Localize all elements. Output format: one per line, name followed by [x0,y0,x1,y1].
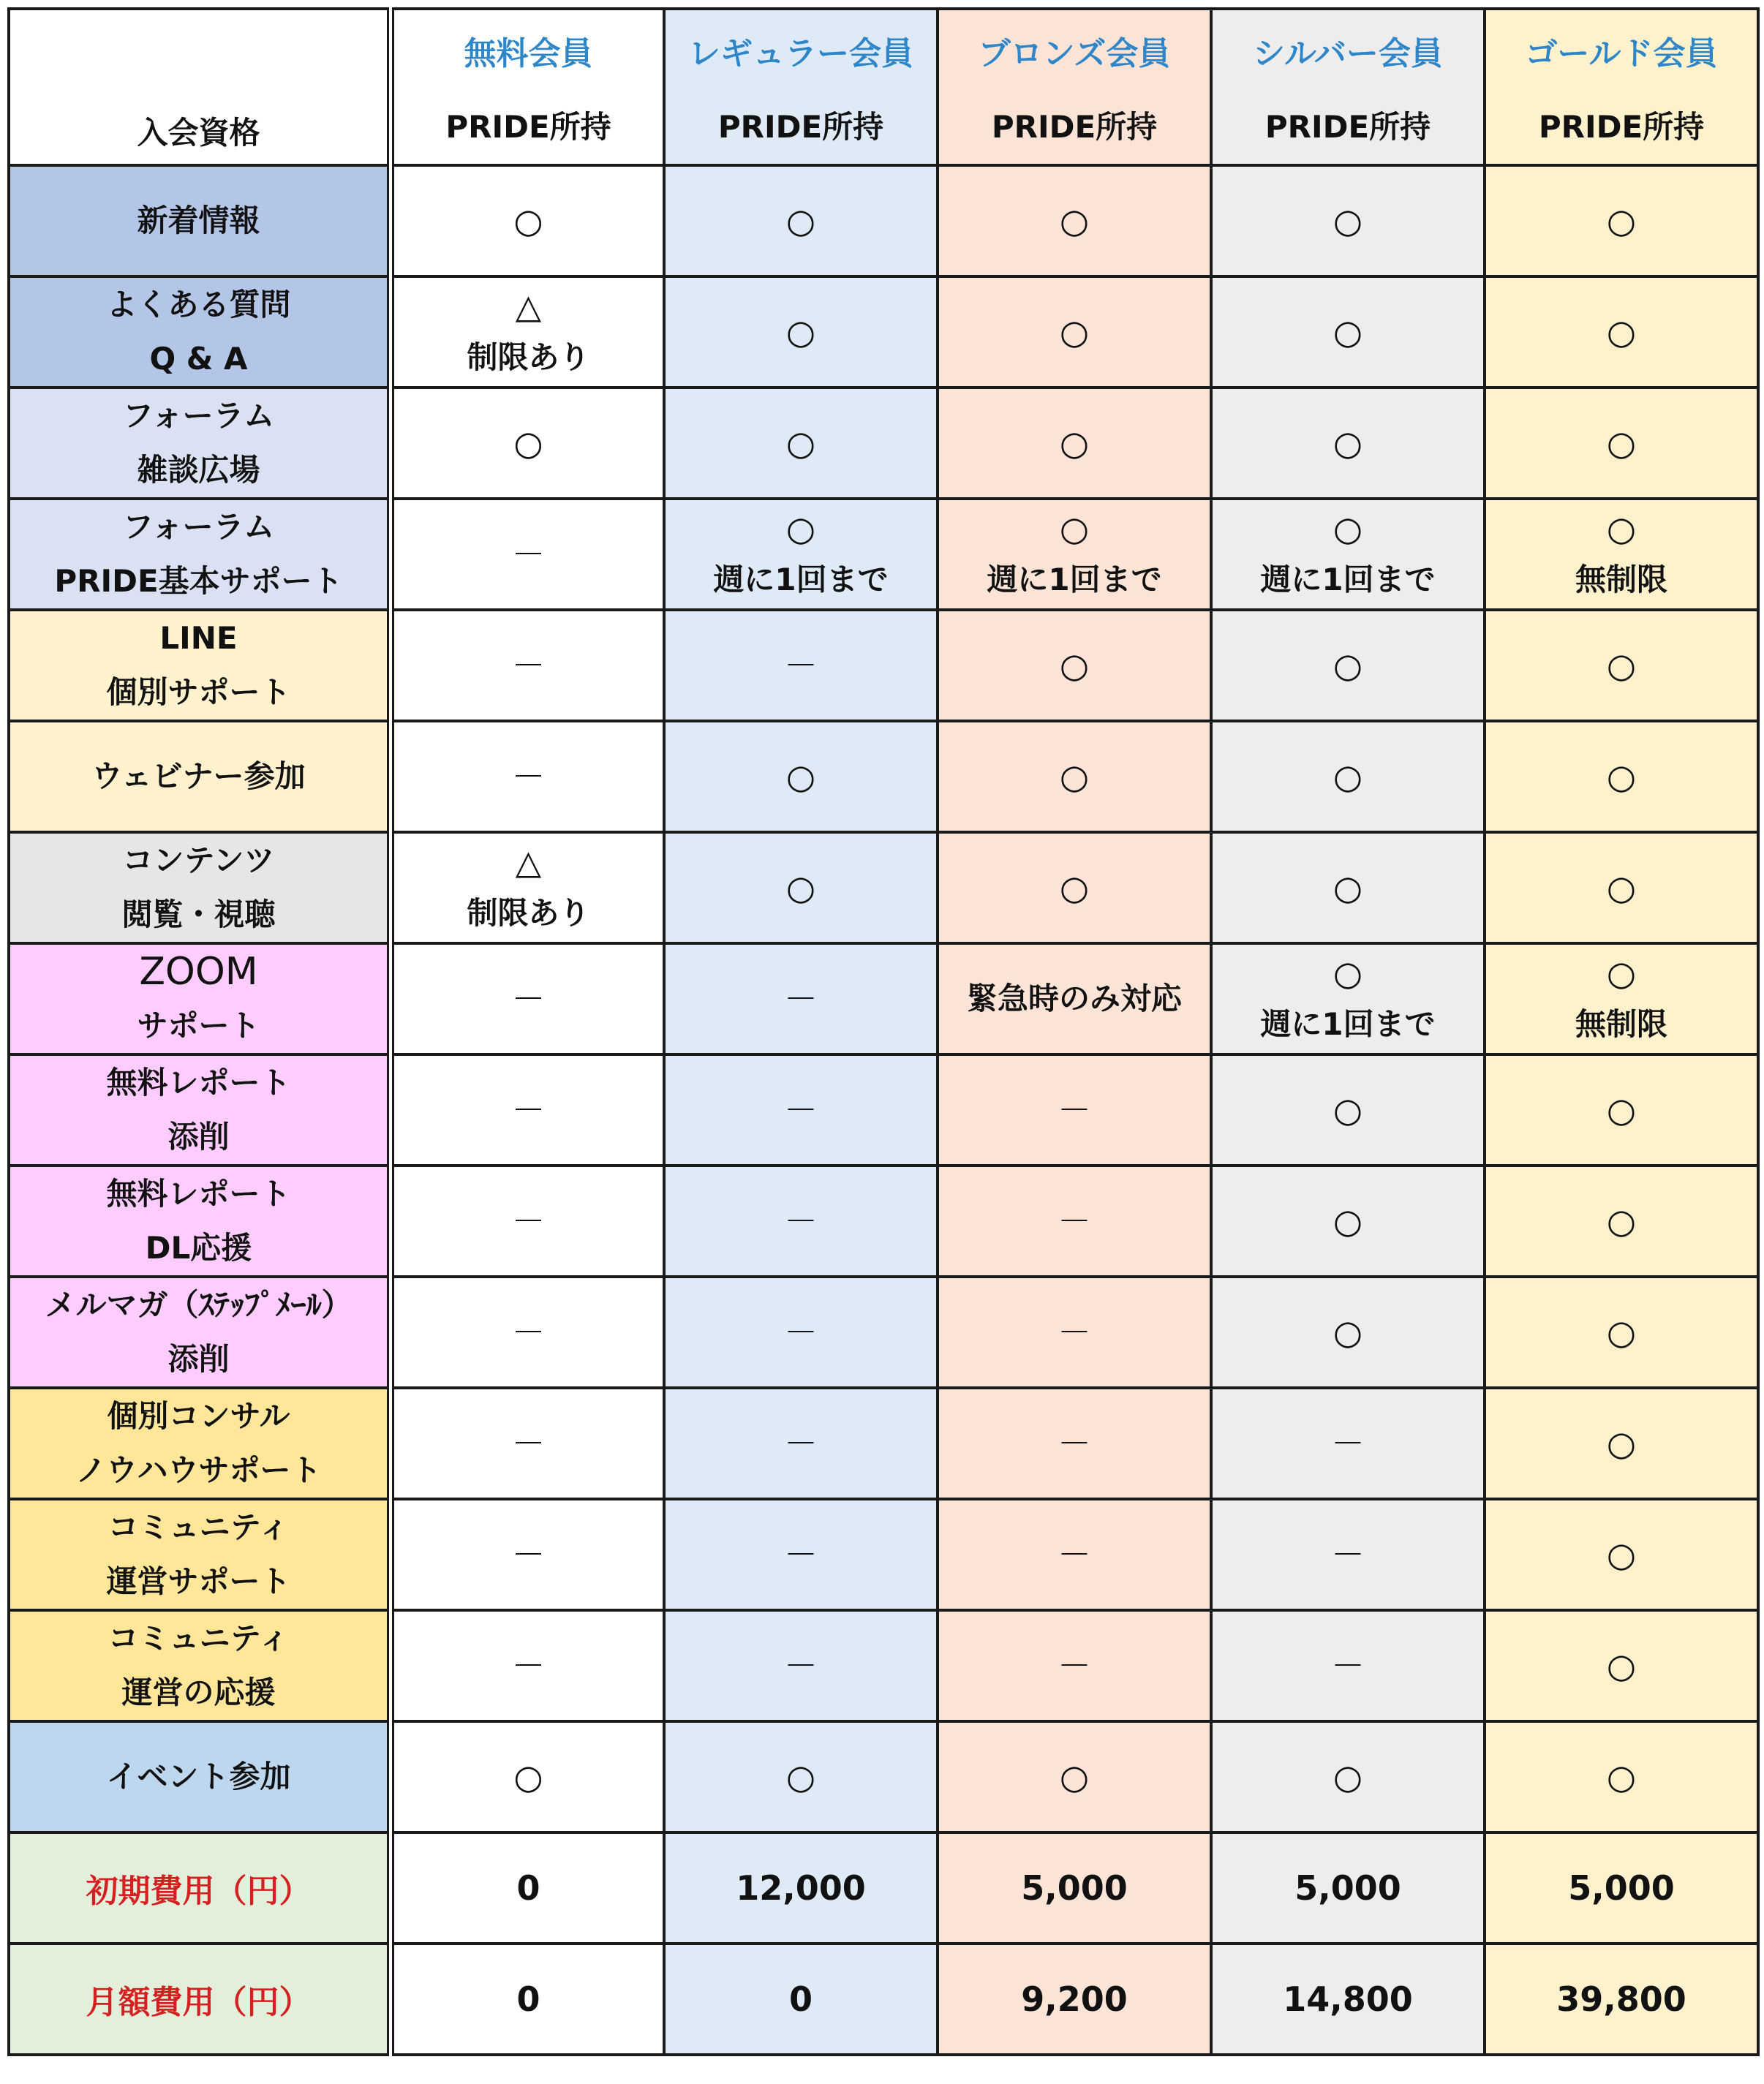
availability-mark: ○ [1606,1201,1637,1241]
availability-mark: ○ [1333,201,1363,241]
feature-label-line: 雑談広場 [137,452,260,488]
availability-mark: ○ [1333,1313,1363,1352]
value-cell-silver [1211,165,1485,276]
availability-mark: △ [515,287,542,326]
availability-mark: ○ [513,423,543,463]
value-cell-gold [1485,1499,1758,1610]
feature-label-line: メルマガ（ｽﾃｯﾌﾟﾒｰﾙ） [45,1287,353,1323]
feature-label-line: DL応援 [145,1230,252,1266]
value-cell-gold [1485,1277,1758,1388]
feature-label-cell [9,1610,391,1721]
tier-name: ゴールド会員 [1525,35,1718,72]
availability-mark: ○ [1606,646,1637,685]
availability-mark: － [1331,1424,1365,1463]
feature-label-line: 運営の応援 [121,1675,276,1710]
value-cell-regular [664,1610,938,1721]
value-cell-silver [1211,610,1485,721]
availability-mark: － [784,1535,818,1574]
cost-label: 初期費用（円） [86,1873,312,1910]
value-cell-silver [1211,721,1485,832]
availability-mark: ○ [1333,757,1363,796]
value-cell-free [391,1277,664,1388]
feature-label-line: 個別サポート [106,674,291,710]
availability-mark: ○ [785,509,816,548]
availability-mark: ○ [513,1757,543,1797]
value-cell-bronze [938,943,1211,1054]
availability-mark: － [1058,1313,1091,1352]
availability-mark: △ [515,842,542,882]
feature-row [9,1721,1758,1832]
availability-mark: ○ [1059,423,1090,463]
availability-note: 週に1回まで [1260,562,1436,597]
cost-value: 12,000 [736,1868,866,1908]
value-cell-bronze [938,499,1211,610]
cost-row [9,1832,1758,1944]
availability-note: 無制限 [1575,1006,1667,1042]
value-cell-free [391,1499,664,1610]
feature-row [9,610,1758,721]
value-cell-bronze [938,276,1211,388]
availability-mark: － [1058,1424,1091,1463]
availability-mark: ○ [1606,1535,1637,1574]
value-cell-regular [664,1721,938,1832]
availability-mark: ○ [1606,868,1637,907]
feature-label-line: フォーラム [122,509,275,545]
value-cell-gold [1485,1721,1758,1832]
cost-value: 14,800 [1283,1979,1413,2019]
value-cell-free [391,1166,664,1277]
value-cell-bronze [938,1499,1211,1610]
availability-mark: － [511,1201,546,1241]
feature-row [9,832,1758,943]
availability-mark: ○ [1333,509,1363,548]
availability-mark: ○ [1606,509,1637,548]
value-cell-free [391,1054,664,1166]
availability-mark: ○ [1059,1757,1090,1797]
feature-label-cell [9,721,391,832]
availability-mark: － [784,1201,818,1241]
feature-label-cell [9,1277,391,1388]
availability-mark: － [784,1313,818,1352]
cost-value-cell-bronze [938,1944,1211,2055]
tier-name: レギュラー会員 [688,35,913,72]
value-cell-regular [664,276,938,388]
feature-label-cell [9,1388,391,1499]
value-cell-free [391,721,664,832]
tier-requirement: PRIDE所持 [445,109,611,145]
availability-mark: － [511,1646,546,1685]
cost-value: 9,200 [1021,1979,1128,2019]
cost-value: 5,000 [1021,1868,1128,1908]
value-cell-gold [1485,276,1758,388]
value-cell-silver [1211,1054,1485,1166]
availability-mark: － [784,979,818,1019]
value-cell-free [391,276,664,388]
value-cell-regular [664,1277,938,1388]
feature-label-line: LINE [159,620,238,656]
value-cell-regular [664,1054,938,1166]
feature-label-cell [9,165,391,276]
tier-name: シルバー会員 [1253,35,1443,72]
feature-label-line: ノウハウサポート [75,1452,322,1488]
availability-mark: ○ [1333,1201,1363,1241]
availability-mark: ○ [1606,1313,1637,1352]
availability-mark: ○ [785,757,816,796]
availability-mark: ○ [1606,201,1637,241]
value-cell-gold [1485,721,1758,832]
value-cell-free [391,388,664,499]
feature-row [9,499,1758,610]
feature-row [9,1499,1758,1610]
availability-mark: － [1331,1535,1365,1574]
value-cell-bronze [938,832,1211,943]
feature-label-line: コンテンツ [122,842,275,878]
availability-mark: ○ [513,201,543,241]
feature-row [9,1277,1758,1388]
value-cell-bronze [938,165,1211,276]
value-cell-free [391,1721,664,1832]
value-cell-silver [1211,388,1485,499]
availability-note: 緊急時のみ対応 [966,981,1182,1016]
cost-value-cell-gold [1485,1832,1758,1944]
feature-label-line: 無料レポート [106,1065,291,1100]
availability-note: 週に1回まで [1260,1006,1436,1042]
feature-label-cell [9,1721,391,1832]
value-cell-regular [664,388,938,499]
availability-mark: － [784,1090,818,1130]
value-cell-gold [1485,499,1758,610]
value-cell-regular [664,499,938,610]
availability-mark: － [511,979,546,1019]
feature-label-cell [9,1054,391,1166]
feature-label-line: 運営サポート [106,1563,291,1599]
value-cell-silver [1211,1277,1485,1388]
availability-mark: ○ [1059,201,1090,241]
value-cell-gold [1485,1610,1758,1721]
cost-value: 5,000 [1568,1868,1675,1908]
tier-requirement: PRIDE所持 [717,109,884,145]
availability-mark: ○ [1606,423,1637,463]
value-cell-free [391,1610,664,1721]
availability-note: 無制限 [1575,562,1667,597]
value-cell-bronze [938,1610,1211,1721]
availability-mark: ○ [1059,646,1090,685]
availability-mark: ○ [785,201,816,241]
availability-note: 制限あり [467,339,590,375]
cost-value: 0 [516,1979,540,2019]
availability-mark: ○ [1333,868,1363,907]
value-cell-regular [664,1499,938,1610]
feature-label-line: PRIDE基本サポート [54,563,343,599]
value-cell-silver [1211,943,1485,1054]
value-cell-free [391,165,664,276]
value-cell-bronze [938,1277,1211,1388]
availability-mark: ○ [1059,868,1090,907]
tier-header-gold [1485,9,1758,165]
value-cell-free [391,832,664,943]
availability-mark: ○ [1606,1757,1637,1797]
tier-requirement: PRIDE所持 [1264,109,1431,145]
cost-row [9,1944,1758,2055]
header-row [9,9,1758,165]
availability-mark: ○ [1059,509,1090,548]
availability-mark: － [1058,1090,1091,1130]
availability-mark: ○ [785,423,816,463]
availability-mark: － [511,1535,546,1574]
cost-value-cell-gold [1485,1944,1758,2055]
availability-mark: － [784,1424,818,1463]
value-cell-gold [1485,943,1758,1054]
feature-row [9,1610,1758,1721]
feature-label-line: コミュニティ [108,1509,290,1545]
feature-label-cell [9,388,391,499]
cost-value-cell-free [391,1832,664,1944]
availability-mark: ○ [1606,954,1637,993]
value-cell-silver [1211,1721,1485,1832]
availability-note: 週に1回まで [713,562,889,597]
tier-header-regular [664,9,938,165]
availability-mark: ○ [785,312,816,352]
availability-mark: ○ [1606,1424,1637,1463]
cost-label-cell [9,1944,391,2055]
feature-row [9,1054,1758,1166]
tier-header-free [391,9,664,165]
feature-label-line: 添削 [167,1119,230,1155]
value-cell-silver [1211,1610,1485,1721]
value-cell-regular [664,943,938,1054]
value-cell-bronze [938,721,1211,832]
value-cell-free [391,499,664,610]
availability-mark: － [511,1090,546,1130]
value-cell-silver [1211,499,1485,610]
value-cell-bronze [938,388,1211,499]
feature-row [9,276,1758,388]
value-cell-regular [664,1388,938,1499]
feature-label-line: Q & A [149,341,248,377]
availability-mark: － [511,646,546,685]
cost-value: 5,000 [1294,1868,1401,1908]
value-cell-bronze [938,610,1211,721]
feature-label-line: フォーラム [122,398,275,434]
availability-mark: － [784,646,818,685]
value-cell-gold [1485,1054,1758,1166]
value-cell-silver [1211,1166,1485,1277]
availability-mark: － [511,535,546,574]
value-cell-bronze [938,1054,1211,1166]
availability-mark: ○ [1333,954,1363,993]
availability-mark: － [511,1313,546,1352]
availability-mark: ○ [1606,1646,1637,1685]
feature-label-line: コミュニティ [108,1620,290,1656]
value-cell-regular [664,721,938,832]
cost-value-cell-bronze [938,1832,1211,1944]
qualification-label: 入会資格 [137,115,260,151]
cost-label-cell [9,1832,391,1944]
availability-mark: － [511,1424,546,1463]
availability-mark: － [1058,1646,1091,1685]
cost-value: 39,800 [1556,1979,1686,2019]
tier-header-silver [1211,9,1485,165]
value-cell-gold [1485,832,1758,943]
membership-comparison-table [7,7,1760,2056]
feature-label-line: サポート [137,1008,260,1043]
tier-requirement: PRIDE所持 [991,109,1158,145]
feature-label-cell [9,610,391,721]
availability-mark: － [1058,1201,1091,1241]
availability-mark: － [1058,1535,1091,1574]
feature-label-cell [9,1499,391,1610]
value-cell-regular [664,610,938,721]
feature-label-line: 無料レポート [106,1176,291,1212]
value-cell-free [391,610,664,721]
feature-row [9,388,1758,499]
feature-label-line: 個別コンサル [107,1398,290,1434]
value-cell-free [391,1388,664,1499]
cost-label: 月額費用（円） [86,1984,312,2021]
availability-mark: － [511,757,546,796]
feature-label-line: ウェビナー参加 [91,758,306,794]
value-cell-silver [1211,832,1485,943]
value-cell-regular [664,1166,938,1277]
value-cell-regular [664,832,938,943]
availability-mark: － [784,1646,818,1685]
cost-value-cell-silver [1211,1832,1485,1944]
feature-label-cell [9,1166,391,1277]
cost-value-cell-silver [1211,1944,1485,2055]
availability-note: 制限あり [467,895,590,931]
value-cell-gold [1485,165,1758,276]
feature-row [9,165,1758,276]
availability-mark: ○ [785,1757,816,1797]
value-cell-gold [1485,1388,1758,1499]
feature-row [9,1166,1758,1277]
availability-note: 週に1回まで [987,562,1162,597]
feature-label-line: よくある質問 [106,287,291,322]
availability-mark: ○ [1059,757,1090,796]
value-cell-silver [1211,276,1485,388]
availability-mark: ○ [785,868,816,907]
availability-mark: ○ [1059,312,1090,352]
qualification-header-cell [9,9,391,165]
feature-row [9,721,1758,832]
cost-value: 0 [516,1868,540,1908]
feature-label-line: 添削 [167,1341,230,1377]
availability-mark: ○ [1333,1090,1363,1130]
feature-label-cell [9,832,391,943]
availability-mark: ○ [1333,1757,1363,1797]
value-cell-bronze [938,1166,1211,1277]
feature-label-cell [9,499,391,610]
availability-mark: ○ [1333,423,1363,463]
tier-name: ブロンズ会員 [978,35,1171,72]
feature-row [9,943,1758,1054]
tier-requirement: PRIDE所持 [1538,109,1705,145]
value-cell-bronze [938,1388,1211,1499]
feature-label-cell [9,943,391,1054]
value-cell-bronze [938,1721,1211,1832]
feature-label-cell [9,276,391,388]
feature-row [9,1388,1758,1499]
availability-mark: ○ [1606,757,1637,796]
availability-mark: ○ [1606,1090,1637,1130]
feature-label-line: ZOOM [139,950,258,994]
value-cell-gold [1485,388,1758,499]
feature-label-line: 新着情報 [137,203,260,238]
cost-value-cell-free [391,1944,664,2055]
availability-mark: ○ [1606,312,1637,352]
availability-mark: － [1331,1646,1365,1685]
availability-mark: ○ [1333,312,1363,352]
value-cell-gold [1485,1166,1758,1277]
tier-name: 無料会員 [464,35,593,72]
feature-label-line: イベント参加 [106,1759,291,1794]
value-cell-silver [1211,1499,1485,1610]
value-cell-regular [664,165,938,276]
value-cell-silver [1211,1388,1485,1499]
cost-value: 0 [788,1979,813,2019]
value-cell-free [391,943,664,1054]
tier-header-bronze [938,9,1211,165]
feature-label-line: 閲覧・視聴 [121,896,276,932]
cost-value-cell-regular [664,1832,938,1944]
availability-mark: ○ [1333,646,1363,685]
value-cell-gold [1485,610,1758,721]
cost-value-cell-regular [664,1944,938,2055]
